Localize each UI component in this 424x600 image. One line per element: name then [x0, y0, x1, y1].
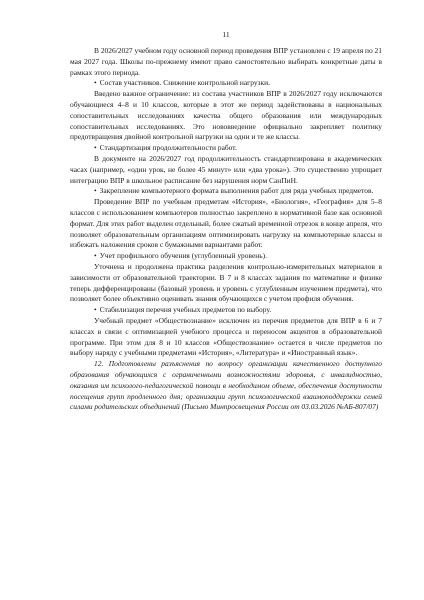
paragraph-profile-learning: Уточнена и продолжена практика разделения контрольно-измерительных материалов в зависимости от образовательной траектории. В 7 и 8 классах задания по математике и физике теперь дифференцированы (базовый уровень и уровень с углубленным изучением предмета), что позволяет более объективно оценивать знания обучающихся с учетом профиля обучения. [70, 261, 382, 304]
paragraph-duration: В документе на 2026/2027 год продолжительность стандартизирована в академических часах (например, «один урок, не более 45 минут» или «два урока»). Это существенно упрощает интеграцию ВПР в школьное расписание без нарушения норм СанПиН. [70, 153, 382, 185]
bullet-marker: • [94, 305, 97, 315]
paragraph-vpr-period: В 2026/2027 учебном году основной период проведения ВПР установлен с 19 апреля по 21 мая 2027 года. Школы по-прежнему имеют право самостоятельно выбирать конкретные даты в рамках этого периода. [70, 46, 382, 77]
bullet-label: Закрепление компьютерного формата выполнения работ для ряда учебных предметов. [99, 186, 374, 196]
paragraph-computer-format: Проведение ВПР по учебным предметам «История», «Биология», «География» для 5–8 классов с использованием компьютеров полностью закреплено в нормативной базе как основной формат. Для этих работ выделен отдельный, более сжатый временной отрезок в конце апреля, что позволяет образовательным организациям оптимизировать нагрузку на компьютерные классы и избежать наложения сроков с бумажными вариантами работ. [70, 197, 382, 250]
bullet-marker: • [94, 186, 97, 196]
bullet-marker: • [94, 78, 97, 88]
paragraph-item-12: 12. Подготовлены разъяснения по вопросу организации качественного доступного образования обучающихся с ограниченными возможностями здоровья, с инвалидностью, оказания им психолого-педагогической помощи в необходимом объеме, обеспечения доступности посещения групп продленного дня; организации групп психологической взаимоподдержки семей силами родительских объединений (Письмо Минпросвещения России от 03.03.2026 №АБ-807/07) [70, 359, 382, 412]
bullet-label: Учет профильного обучения (углубленный уровень). [99, 251, 267, 261]
page-number: 11 [222, 30, 230, 39]
bullet-participants [70, 78, 382, 89]
paragraph-subjects-choice: Учебный предмет «Обществознание» исключен из перечня предметов для ВПР в 6 и 7 классах в связи с оптимизацией учебного процесса и переносом акцентов в образовательной программе. При этом для 8 и 10 классов «Обществознание» остается в числе предметов по выбору наряду с учебными предметами «История», «Литература» и «Иностранный язык». [70, 315, 382, 358]
bullet-label: Стандартизация продолжительности работ. [99, 143, 237, 153]
paragraph-participants: Введено важное ограничение: из состава участников ВПР в 2026/2027 году исключаются обучающиеся 4–8 и 10 классов, которые в этот же период задействованы в национальных сопоставительных исследованиях качества общего образования или международных сопоставительных исследованиях. Это нововведение официально закрепляет политику предотвращения двойной контрольной нагрузки на одни и те же классы. [70, 89, 382, 142]
bullet-duration [70, 143, 382, 154]
bullet-subjects-choice [70, 305, 382, 316]
bullet-profile-learning [70, 251, 382, 262]
bullet-label: Состав участников. Снижение контрольной нагрузки. [99, 78, 270, 88]
bullet-label: Стабилизация перечня учебных предметов по выбору. [99, 305, 272, 315]
bullet-marker: • [94, 143, 97, 153]
bullet-marker: • [94, 251, 97, 261]
bullet-computer-format [70, 186, 382, 197]
